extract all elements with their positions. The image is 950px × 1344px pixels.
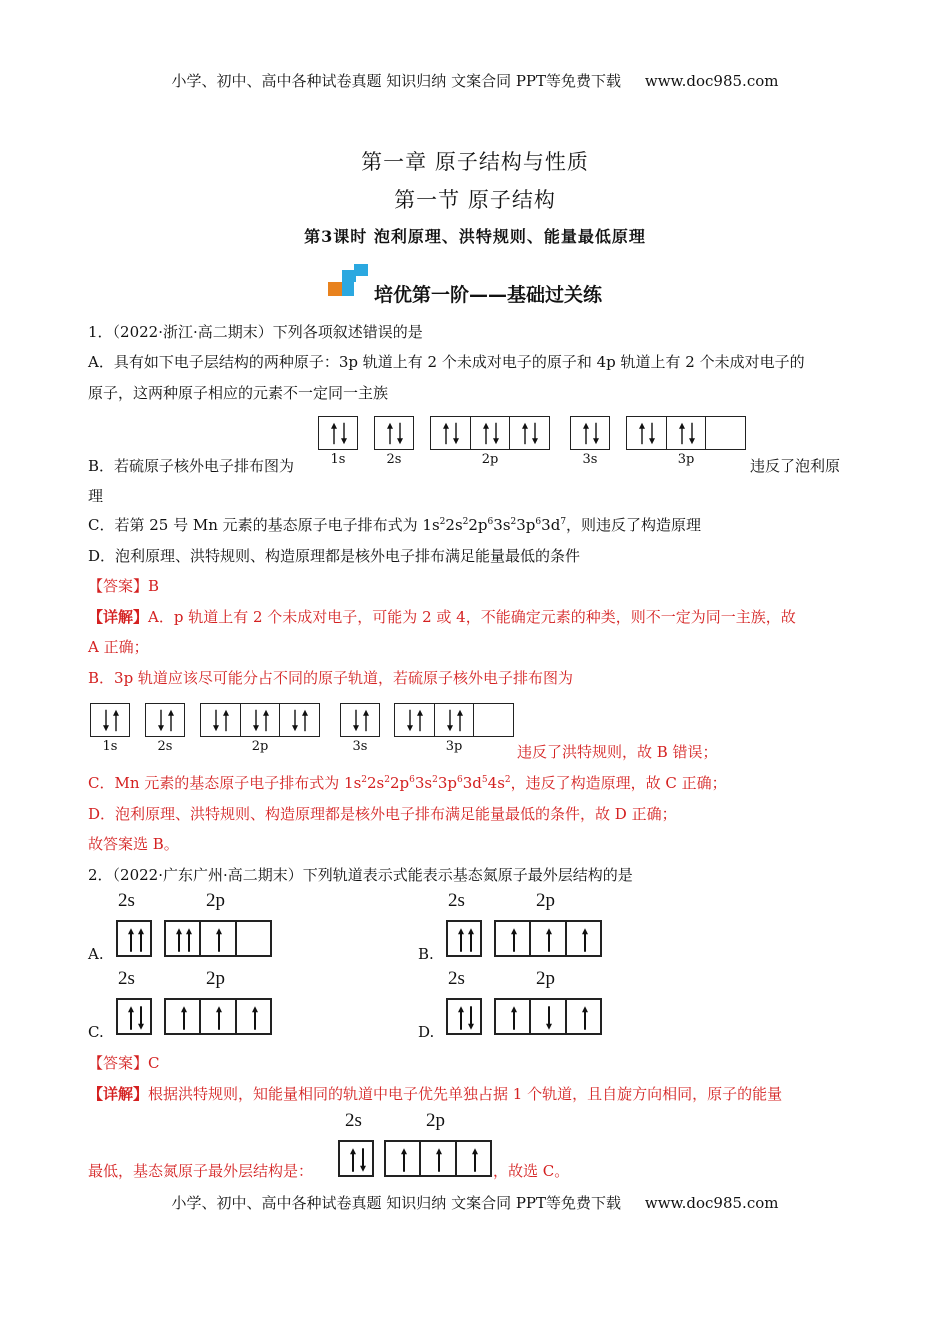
orbital-label: 2s bbox=[345, 1110, 362, 1131]
orbital-label: 2s bbox=[448, 968, 465, 989]
orbital-cell bbox=[531, 922, 566, 955]
arrow-down-icon bbox=[546, 1006, 552, 1029]
arrow-down-icon bbox=[360, 1148, 366, 1171]
orbital-cell bbox=[91, 704, 129, 736]
arrow-up-icon bbox=[387, 423, 393, 444]
arrow-up-icon bbox=[472, 1148, 478, 1171]
orbital-cell bbox=[319, 417, 357, 449]
orbital-cell bbox=[237, 922, 270, 955]
orbital-box bbox=[116, 920, 152, 957]
orbital-box bbox=[494, 998, 602, 1035]
orbital-cell bbox=[421, 1142, 456, 1175]
orbital-cell bbox=[241, 704, 281, 736]
arrow-up-icon bbox=[216, 928, 222, 951]
arrow-up-icon bbox=[457, 710, 463, 731]
orbital-cell bbox=[448, 1000, 480, 1033]
q1-explain-d: D．泡利原理、洪特规则、构造原理都是核外电子排布满足能量最低的条件，故 D 正确； bbox=[88, 805, 677, 823]
orbital-cell bbox=[146, 704, 184, 736]
orbital-box bbox=[626, 416, 746, 450]
q1-explain-a2: A 正确； bbox=[88, 638, 149, 656]
orbital-box bbox=[340, 703, 380, 737]
arrow-up-icon bbox=[138, 928, 144, 951]
orbital-box bbox=[164, 920, 272, 957]
arrow-down-icon bbox=[253, 710, 259, 731]
tier-title: 培优第一阶——基础过关练 bbox=[374, 284, 603, 306]
orbital-label: 2s bbox=[448, 890, 465, 911]
chapter-title: 第一章 原子结构与性质 bbox=[361, 150, 589, 174]
orbital-cell bbox=[375, 417, 413, 449]
orbital-label: 2p bbox=[251, 739, 269, 754]
arrow-down-icon bbox=[532, 423, 538, 444]
arrow-up-icon bbox=[128, 1006, 134, 1029]
arrow-down-icon bbox=[468, 1006, 474, 1029]
arrow-down-icon bbox=[103, 710, 109, 731]
arrow-up-icon bbox=[511, 928, 517, 951]
arrow-up-icon bbox=[263, 710, 269, 731]
orbital-cell bbox=[627, 417, 667, 449]
orbital-label: 2p bbox=[481, 452, 499, 467]
q2-option-label: D. bbox=[418, 1023, 435, 1041]
orbital-cell bbox=[474, 704, 513, 736]
orbital-cell bbox=[237, 1000, 270, 1033]
q1-option-a-line1: A．具有如下电子层结构的两种原子：3p 轨道上有 2 个未成对电子的原子和 4p 轨道上有 2 个未成对电子的 bbox=[88, 353, 805, 371]
orbital-cell bbox=[395, 704, 435, 736]
arrow-up-icon bbox=[113, 710, 119, 731]
orbital-label: 2p bbox=[536, 968, 555, 989]
orbital-label: 2s bbox=[118, 968, 135, 989]
orbital-box bbox=[430, 416, 550, 450]
arrow-down-icon bbox=[407, 710, 413, 731]
orbital-cell bbox=[471, 417, 511, 449]
orbital-box bbox=[90, 703, 130, 737]
q1-option-b-tail: 违反了泡利原 bbox=[750, 457, 841, 475]
orbital-box bbox=[200, 703, 320, 737]
orbital-cell bbox=[531, 1000, 566, 1033]
q1-stem: 1．（2022·浙江·高二期末）下列各项叙述错误的是 bbox=[88, 323, 423, 341]
q2-answer: 【答案】C bbox=[88, 1054, 160, 1072]
q1-explain-end: 故答案选 B。 bbox=[88, 835, 179, 853]
orbital-label: 1s bbox=[330, 452, 346, 467]
orbital-cell bbox=[340, 1142, 372, 1175]
q1-answer: 【答案】B bbox=[88, 577, 160, 595]
q2-explain-tail: ，故选 C。 bbox=[493, 1162, 570, 1180]
arrow-up-icon bbox=[350, 1148, 356, 1171]
arrow-up-icon bbox=[417, 710, 423, 731]
arrow-up-icon bbox=[468, 928, 474, 951]
q2-explain-line2: 最低，基态氮原子最外层结构是： bbox=[88, 1162, 314, 1180]
page-footer bbox=[0, 1192, 950, 1213]
arrow-up-icon bbox=[639, 423, 645, 444]
orbital-label: 2s bbox=[157, 739, 173, 754]
orbital-box bbox=[338, 1140, 374, 1177]
orbital-cell bbox=[457, 1142, 490, 1175]
orbital-cell bbox=[510, 417, 549, 449]
arrow-up-icon bbox=[223, 710, 229, 731]
orbital-box bbox=[318, 416, 358, 450]
tier-logo-icon bbox=[328, 264, 370, 298]
orbital-cell bbox=[496, 922, 531, 955]
arrow-down-icon bbox=[447, 710, 453, 731]
orbital-cell bbox=[431, 417, 471, 449]
orbital-cell bbox=[571, 417, 609, 449]
arrow-down-icon bbox=[453, 423, 459, 444]
orbital-box bbox=[394, 703, 514, 737]
orbital-cell bbox=[201, 704, 241, 736]
orbital-cell bbox=[667, 417, 707, 449]
arrow-up-icon bbox=[181, 1006, 187, 1029]
orbital-cell bbox=[567, 1000, 600, 1033]
orbital-cell bbox=[118, 1000, 150, 1033]
arrow-up-icon bbox=[363, 710, 369, 731]
orbital-label: 3p bbox=[445, 739, 463, 754]
orbital-label: 2p bbox=[206, 968, 225, 989]
arrow-up-icon bbox=[216, 1006, 222, 1029]
orbital-cell bbox=[341, 704, 379, 736]
orbital-box bbox=[570, 416, 610, 450]
header-text: 小学、初中、高中各种试卷真题 知识归纳 文案合同 PPT等免费下载 bbox=[171, 72, 622, 90]
arrow-up-icon bbox=[252, 1006, 258, 1029]
orbital-cell bbox=[166, 1000, 201, 1033]
q2-explain: 【详解】根据洪特规则，知能量相同的轨道中电子优先单独占据 1 个轨道，且自旋方向相同，原子的能量 bbox=[88, 1085, 783, 1103]
orbital-cell bbox=[706, 417, 745, 449]
arrow-up-icon bbox=[458, 1006, 464, 1029]
orbital-cell bbox=[166, 922, 201, 955]
orbital-box bbox=[116, 998, 152, 1035]
arrow-up-icon bbox=[546, 928, 552, 951]
arrow-down-icon bbox=[397, 423, 403, 444]
footer-url: www.doc985.com bbox=[644, 1194, 779, 1212]
orbital-label: 2s bbox=[386, 452, 402, 467]
arrow-up-icon bbox=[522, 423, 528, 444]
arrow-up-icon bbox=[168, 710, 174, 731]
arrow-up-icon bbox=[302, 710, 308, 731]
lesson-title: 第3课时 泡利原理、洪特规则、能量最低原理 bbox=[304, 227, 646, 246]
q1-explain-c: C．Mn 元素的基态原子电子排布式为 $1s^22s^22p^63s^23p^63d^54s^2$，违反了构造原理，故 C 正确； bbox=[88, 774, 727, 792]
q2-option-label: B. bbox=[418, 945, 434, 963]
orbital-box bbox=[446, 998, 482, 1035]
orbital-cell bbox=[201, 922, 236, 955]
q2-stem: 2．（2022·广东广州·高二期末）下列轨道表示式能表示基态氮原子最外层结构的是 bbox=[88, 866, 633, 884]
arrow-up-icon bbox=[186, 928, 192, 951]
q1-option-b-cont: 理 bbox=[88, 487, 104, 505]
header-url: www.doc985.com bbox=[644, 72, 779, 90]
orbital-label: 3s bbox=[582, 452, 598, 467]
orbital-label: 2p bbox=[536, 890, 555, 911]
q1-option-c: C．若第 25 号 Mn 元素的基态原子电子排布式为 $1s^22s^22p^63s^23p^63d^7$，则违反了构造原理 bbox=[88, 516, 702, 534]
arrow-down-icon bbox=[493, 423, 499, 444]
arrow-up-icon bbox=[582, 928, 588, 951]
orbital-cell bbox=[448, 922, 480, 955]
orbital-label: 3p bbox=[677, 452, 695, 467]
arrow-up-icon bbox=[401, 1148, 407, 1171]
footer-text: 小学、初中、高中各种试卷真题 知识归纳 文案合同 PPT等免费下载 bbox=[171, 1194, 622, 1212]
q2-option-label: A. bbox=[88, 945, 104, 963]
q1-option-a-line2: 原子，这两种原子相应的元素不一定同一主族 bbox=[88, 384, 389, 402]
arrow-up-icon bbox=[483, 423, 489, 444]
q1-explain-a: 【详解】A．p 轨道上有 2 个未成对电子，可能为 2 或 4，不能确定元素的种类，则不一定为同一主族，故 bbox=[88, 608, 796, 626]
orbital-cell bbox=[280, 704, 319, 736]
orbital-cell bbox=[567, 922, 600, 955]
arrow-down-icon bbox=[138, 1006, 144, 1029]
orbital-cell bbox=[386, 1142, 421, 1175]
q1-explain-b-tail: 违反了洪特规则，故 B 错误； bbox=[517, 743, 718, 761]
q1-option-b: B．若硫原子核外电子排布图为 bbox=[88, 457, 295, 475]
arrow-down-icon bbox=[649, 423, 655, 444]
orbital-box bbox=[145, 703, 185, 737]
arrow-down-icon bbox=[341, 423, 347, 444]
orbital-box bbox=[384, 1140, 492, 1177]
arrow-up-icon bbox=[582, 1006, 588, 1029]
page-header bbox=[0, 70, 950, 91]
arrow-up-icon bbox=[176, 928, 182, 951]
arrow-up-icon bbox=[128, 928, 134, 951]
arrow-up-icon bbox=[443, 423, 449, 444]
arrow-up-icon bbox=[679, 423, 685, 444]
arrow-down-icon bbox=[158, 710, 164, 731]
orbital-cell bbox=[496, 1000, 531, 1033]
arrow-up-icon bbox=[331, 423, 337, 444]
arrow-down-icon bbox=[292, 710, 298, 731]
orbital-box bbox=[374, 416, 414, 450]
q1-explain-b: B．3p 轨道应该尽可能分占不同的原子轨道，若硫原子核外电子排布图为 bbox=[88, 669, 573, 687]
orbital-cell bbox=[435, 704, 475, 736]
q1-option-d: D．泡利原理、洪特规则、构造原理都是核外电子排布满足能量最低的条件 bbox=[88, 547, 581, 565]
orbital-box bbox=[164, 998, 272, 1035]
arrow-up-icon bbox=[511, 1006, 517, 1029]
arrow-up-icon bbox=[436, 1148, 442, 1171]
orbital-box bbox=[446, 920, 482, 957]
orbital-cell bbox=[201, 1000, 236, 1033]
orbital-label: 2p bbox=[426, 1110, 445, 1131]
arrow-up-icon bbox=[583, 423, 589, 444]
arrow-down-icon bbox=[213, 710, 219, 731]
orbital-label: 3s bbox=[352, 739, 368, 754]
arrow-down-icon bbox=[689, 423, 695, 444]
section-title: 第一节 原子结构 bbox=[394, 188, 556, 212]
orbital-label: 1s bbox=[102, 739, 118, 754]
orbital-box bbox=[494, 920, 602, 957]
arrow-down-icon bbox=[593, 423, 599, 444]
arrow-up-icon bbox=[458, 928, 464, 951]
orbital-cell bbox=[118, 922, 150, 955]
arrow-down-icon bbox=[353, 710, 359, 731]
q2-option-label: C. bbox=[88, 1023, 104, 1041]
orbital-label: 2p bbox=[206, 890, 225, 911]
orbital-label: 2s bbox=[118, 890, 135, 911]
